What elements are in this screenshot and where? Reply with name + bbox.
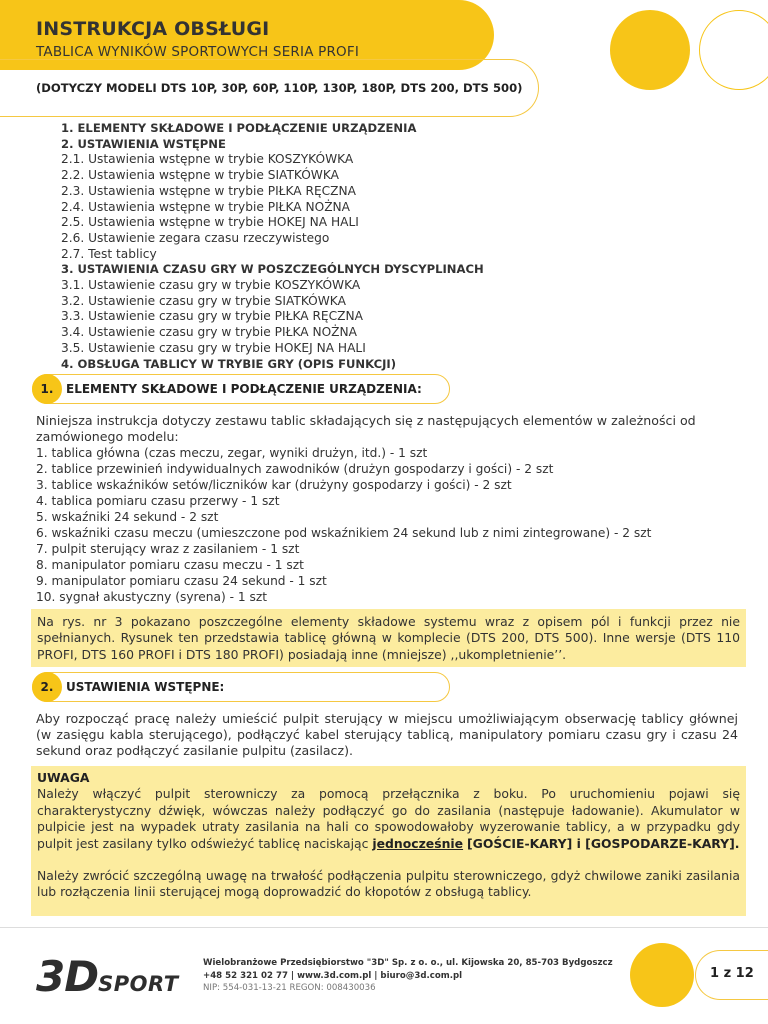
toc-item: 2.1. Ustawienia wstępne w trybie KOSZYKÓWKA bbox=[61, 152, 354, 167]
toc-item: 2.5. Ustawienia wstępne w trybie HOKEJ NA HALI bbox=[61, 215, 359, 230]
page-number: 1 z 12 bbox=[710, 966, 754, 981]
decorative-circle-outline bbox=[699, 10, 768, 90]
warning-keys: [GOŚCIE-KARY] i [GOSPODARZE-KARY]. bbox=[467, 835, 740, 851]
toc-item: 2.4. Ustawienia wstępne w trybie PIŁKA NOŻNA bbox=[61, 199, 351, 214]
list-item: 10. sygnał akustyczny (syrena) - 1 szt bbox=[36, 590, 268, 604]
list-item: 3. tablice wskaźników setów/liczników kar (drużyny gospodarzy i gości) - 2 szt bbox=[36, 478, 512, 492]
company-info bbox=[203, 957, 613, 995]
toc-item: 3.1. Ustawienie czasu gry w trybie KOSZYKÓWKA bbox=[61, 278, 361, 293]
document-subtitle: TABLICA WYNIKÓW SPORTOWYCH SERIA PROFI bbox=[36, 44, 360, 60]
warning-heading: UWAGA bbox=[37, 770, 90, 785]
decorative-circle bbox=[630, 943, 694, 1007]
toc-item: 2. USTAWIENIA WSTĘPNE bbox=[61, 136, 226, 151]
table-of-contents bbox=[61, 121, 484, 372]
toc-item: 3.3. Ustawienie czasu gry w trybie PIŁKA RĘCZNA bbox=[61, 309, 363, 324]
list-item: 2. tablice przewinień indywidualnych zawodników (drużyn gospodarzy i gości) - 2 szt bbox=[36, 462, 554, 476]
company-address: Wielobranżowe Przedsiębiorstwo "3D" Sp. z o. o., ul. Kijowska 20, 85-703 Bydgoszcz bbox=[203, 958, 613, 968]
logo-mark: 3D bbox=[36, 952, 99, 1001]
section-2-number: 2. bbox=[32, 672, 62, 702]
list-item: 6. wskaźniki czasu meczu (umieszczone pod wskaźnikiem 24 sekund lub z nimi zintegrowane) - 2 szt bbox=[36, 526, 652, 540]
toc-item: 3.4. Ustawienie czasu gry w trybie PIŁKA NOŻNA bbox=[61, 325, 357, 340]
list-item: 5. wskaźniki 24 sekund - 2 szt bbox=[36, 510, 219, 524]
toc-item: 2.2. Ustawienia wstępne w trybie SIATKÓWKA bbox=[61, 168, 339, 183]
warning-emphasis: jednocześnie bbox=[372, 835, 464, 851]
warning-text-2: Należy zwrócić szczególną uwagę na trwałość podłączenia pulpitu sterowniczego, gdyż chwilowe zaniki zasilania lub rozłączenia linii sterującej mogą doprowadzić do kłopotów z obsługą tablicy. bbox=[37, 868, 740, 900]
section-1-number: 1. bbox=[32, 374, 62, 404]
toc-item: 1. ELEMENTY SKŁADOWE I PODŁĄCZENIE URZĄDZENIA bbox=[61, 121, 417, 135]
footer-divider bbox=[0, 927, 768, 928]
list-item: 7. pulpit sterujący wraz z zasilaniem - 1 szt bbox=[36, 542, 300, 556]
warning-text bbox=[37, 786, 740, 852]
section-2-title: USTAWIENIA WSTĘPNE: bbox=[66, 680, 225, 694]
components-list bbox=[36, 445, 651, 605]
toc-item: 4. OBSŁUGA TABLICY W TRYBIE GRY (OPIS FUNKCJI) bbox=[61, 356, 397, 371]
toc-item: 3.5. Ustawienie czasu gry w trybie HOKEJ NA HALI bbox=[61, 340, 366, 355]
company-registry: NIP: 554-031-13-21 REGON: 008430036 bbox=[203, 983, 376, 994]
section-1-title: ELEMENTY SKŁADOWE I PODŁĄCZENIE URZĄDZENIA: bbox=[66, 382, 422, 396]
toc-item: 2.7. Test tablicy bbox=[61, 246, 157, 261]
toc-item: 3.2. Ustawienie czasu gry w trybie SIATKÓWKA bbox=[61, 293, 346, 308]
list-item: 9. manipulator pomiaru czasu 24 sekund - 1 szt bbox=[36, 574, 327, 588]
toc-item: 2.6. Ustawienie zegara czasu rzeczywistego bbox=[61, 230, 330, 245]
section-1-intro: Niniejsza instrukcja dotyczy zestawu tablic składających się z następujących elementów w zależności od zamówionego modelu: bbox=[36, 413, 696, 445]
toc-item: 3. USTAWIENIA CZASU GRY W POSZCZEGÓLNYCH DYSCYPLINACH bbox=[61, 262, 484, 277]
company-contact: +48 52 321 02 77 | www.3d.com.pl | biuro@3d.com.pl bbox=[203, 970, 463, 981]
warning-box bbox=[31, 766, 746, 916]
models-note: (DOTYCZY MODELI DTS 10P, 30P, 60P, 110P, 130P, 180P, DTS 200, DTS 500) bbox=[36, 81, 523, 95]
drawing-note: Na rys. nr 3 pokazano poszczególne elementy składowe systemu wraz z opisem pól i funkcji przez nie spełnianych. Rysunek ten przedstawia tablicę główną w komplecie (DTS 200, DTS 500). Inne wersje (DTS 110 PROFI, DTS 160 PROFI i DTS 180 PROFI) posiadają inne (mniejsze) ,,ukompletnienie’’. bbox=[31, 609, 746, 667]
list-item: 1. tablica główna (czas meczu, zegar, wyniki drużyn, itd.) - 1 szt bbox=[36, 446, 428, 460]
logo-wordmark: SPORT bbox=[98, 972, 179, 996]
section-2-intro: Aby rozpocząć pracę należy umieścić pulpit sterujący w miejscu umożliwiającym obserwację tablicy głównej (w zasięgu kabla sterującego), podłączyć kabel sterujący tablicą, manipulatory pomiaru czasu gry i czasu 24 sekund oraz podłączyć zasilanie pulpitu (zasilacz). bbox=[36, 711, 738, 759]
document-title: INSTRUKCJA OBSŁUGI bbox=[36, 18, 270, 40]
warning-text-body: Należy włączyć pulpit sterowniczy za pomocą przełącznika z boku. Po uruchomieniu pojawi się charakterystyczny dźwięk, wówczas należy podłączyć go do zasilania (następuje ładowanie). Akumulator w pulpicie jest na wypadek utraty zasilania na hali co spowodowałoby wyzerowanie tablicy, a w przypadku gdy pulpit jest zasilany tylko odświeżyć tablicę naciskając bbox=[37, 786, 740, 851]
company-logo bbox=[36, 952, 179, 1001]
toc-item: 2.3. Ustawienia wstępne w trybie PIŁKA RĘCZNA bbox=[61, 183, 356, 198]
decorative-circle bbox=[610, 10, 690, 90]
list-item: 4. tablica pomiaru czasu przerwy - 1 szt bbox=[36, 494, 280, 508]
list-item: 8. manipulator pomiaru czasu meczu - 1 szt bbox=[36, 558, 304, 572]
